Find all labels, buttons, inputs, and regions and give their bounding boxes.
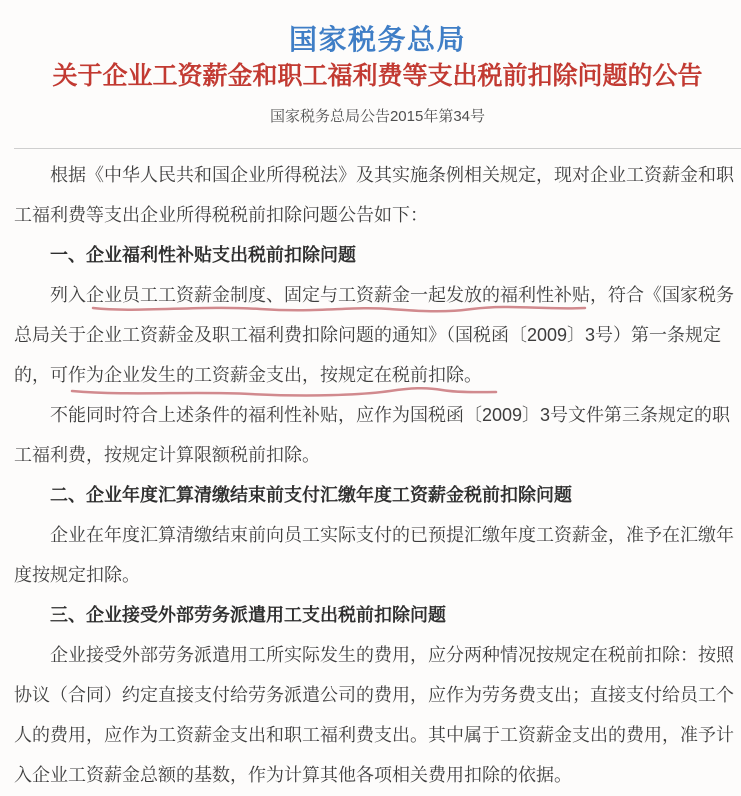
agency-title: 国家税务总局 (288, 24, 466, 55)
section-1-paragraph-2: 不能同时符合上述条件的福利性补贴，应作为国税函〔2009〕3号文件第三条规定的职工福利费，按规定计算限额税前扣除。 (14, 405, 731, 465)
section-heading-3: 三、企业接受外部劳务派遣用工支出税前扣除问题 (50, 605, 446, 625)
document-number: 国家税务总局公告2015年第34号 (269, 108, 486, 125)
section-heading-1: 一、企业福利性补贴支出税前扣除问题 (50, 245, 356, 265)
section-heading-2: 二、企业年度汇算清缴结束前支付汇缴年度工资薪金税前扣除问题 (50, 485, 572, 505)
document-body (0, 149, 734, 795)
document-title: 关于企业工资薪金和职工福利费等支出税前扣除问题的公告 (52, 62, 703, 90)
intro-paragraph: 根据《中华人民共和国企业所得税法》及其实施条例相关规定，现对企业工资薪金和职工福利费等支出企业所得税税前扣除问题公告如下： (14, 165, 734, 225)
document-header (0, 0, 741, 126)
section-3-paragraph-1: 企业接受外部劳务派遣用工所实际发生的费用，应分两种情况按规定在税前扣除：按照协议（合同）约定直接支付给劳务派遣公司的费用，应作为劳务费支出；直接支付给员工个人的费用，应作为工资薪金支出和职工福利费支出。其中属于工资薪金支出的费用，准予计入企业工资薪金总额的基数，作为计算其他各项相关费用扣除的依据。 (14, 645, 734, 785)
section-2-paragraph-1: 企业在年度汇算清缴结束前向员工实际支付的已预提汇缴年度工资薪金，准予在汇缴年度按规定扣除。 (14, 525, 734, 585)
section-1-paragraph-1: 列入企业员工工资薪金制度、固定与工资薪金一起发放的福利性补贴，符合《国家税务总局关于企业工资薪金及职工福利费扣除问题的通知》（国税函〔2009〕3号）第一条规定的，可作为企业发生的工资薪金支出，按规定在税前扣除。 (14, 285, 734, 385)
